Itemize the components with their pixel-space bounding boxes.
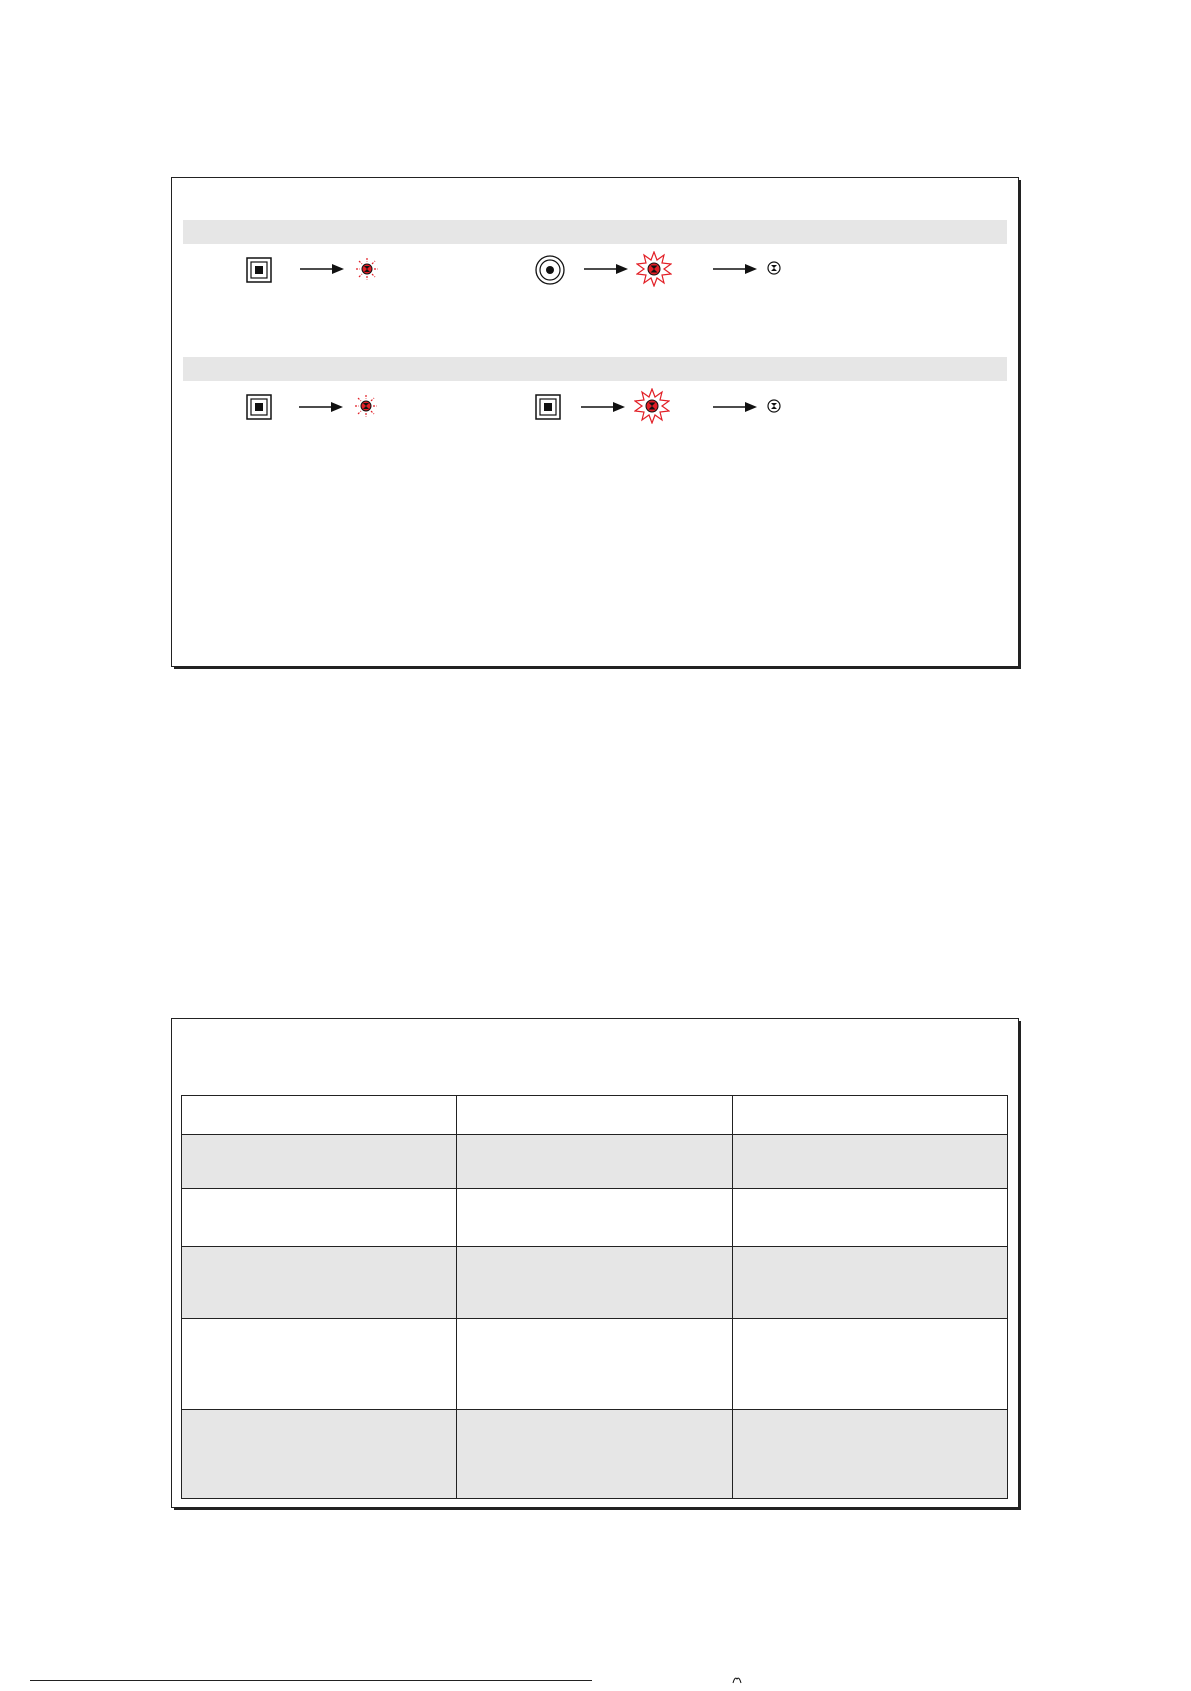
led-blinking-red-large-icon — [634, 388, 670, 429]
button-round-icon — [535, 255, 565, 290]
arrow-right-icon — [584, 262, 628, 280]
table-cell — [457, 1410, 732, 1499]
button-square-icon — [246, 394, 272, 425]
table-cell — [732, 1135, 1007, 1189]
table-row — [182, 1135, 1008, 1189]
table-cell — [182, 1247, 457, 1319]
table-cell — [732, 1189, 1007, 1247]
table-cell — [457, 1319, 732, 1410]
table-cell — [182, 1135, 457, 1189]
table-cell — [732, 1247, 1007, 1319]
table-cell — [457, 1135, 732, 1189]
instruction-panel-2 — [171, 1018, 1019, 1508]
button-square-icon — [535, 394, 561, 425]
table-cell — [457, 1189, 732, 1247]
table-cell — [182, 1189, 457, 1247]
led-blinking-red-large-icon — [636, 251, 672, 292]
button-square-icon — [246, 257, 272, 288]
table-cell — [182, 1410, 457, 1499]
arrow-right-icon — [713, 400, 757, 418]
data-table — [181, 1095, 1008, 1499]
table-header-cell — [182, 1096, 457, 1135]
arrow-right-icon — [299, 400, 343, 418]
arrow-right-icon — [581, 400, 625, 418]
section-header-band-2 — [183, 357, 1007, 381]
table-cell — [732, 1410, 1007, 1499]
table-header-cell — [457, 1096, 732, 1135]
table-cell — [732, 1319, 1007, 1410]
led-blinking-red-small-icon — [355, 257, 379, 286]
table-row — [182, 1189, 1008, 1247]
section-header-band-1 — [183, 220, 1007, 244]
footer-rule — [30, 1680, 592, 1681]
led-off-icon — [767, 261, 781, 280]
table-cell — [457, 1247, 732, 1319]
table-row — [182, 1319, 1008, 1410]
led-blinking-red-small-icon — [354, 394, 378, 423]
arrow-right-icon — [300, 262, 344, 280]
table-header-cell — [732, 1096, 1007, 1135]
table-row — [182, 1410, 1008, 1499]
page-mark-icon — [731, 1673, 743, 1685]
arrow-right-icon — [713, 262, 757, 280]
table-row — [182, 1247, 1008, 1319]
table-header-row — [182, 1096, 1008, 1135]
instruction-panel-1 — [171, 177, 1019, 667]
table-cell — [182, 1319, 457, 1410]
led-off-icon — [767, 399, 781, 418]
